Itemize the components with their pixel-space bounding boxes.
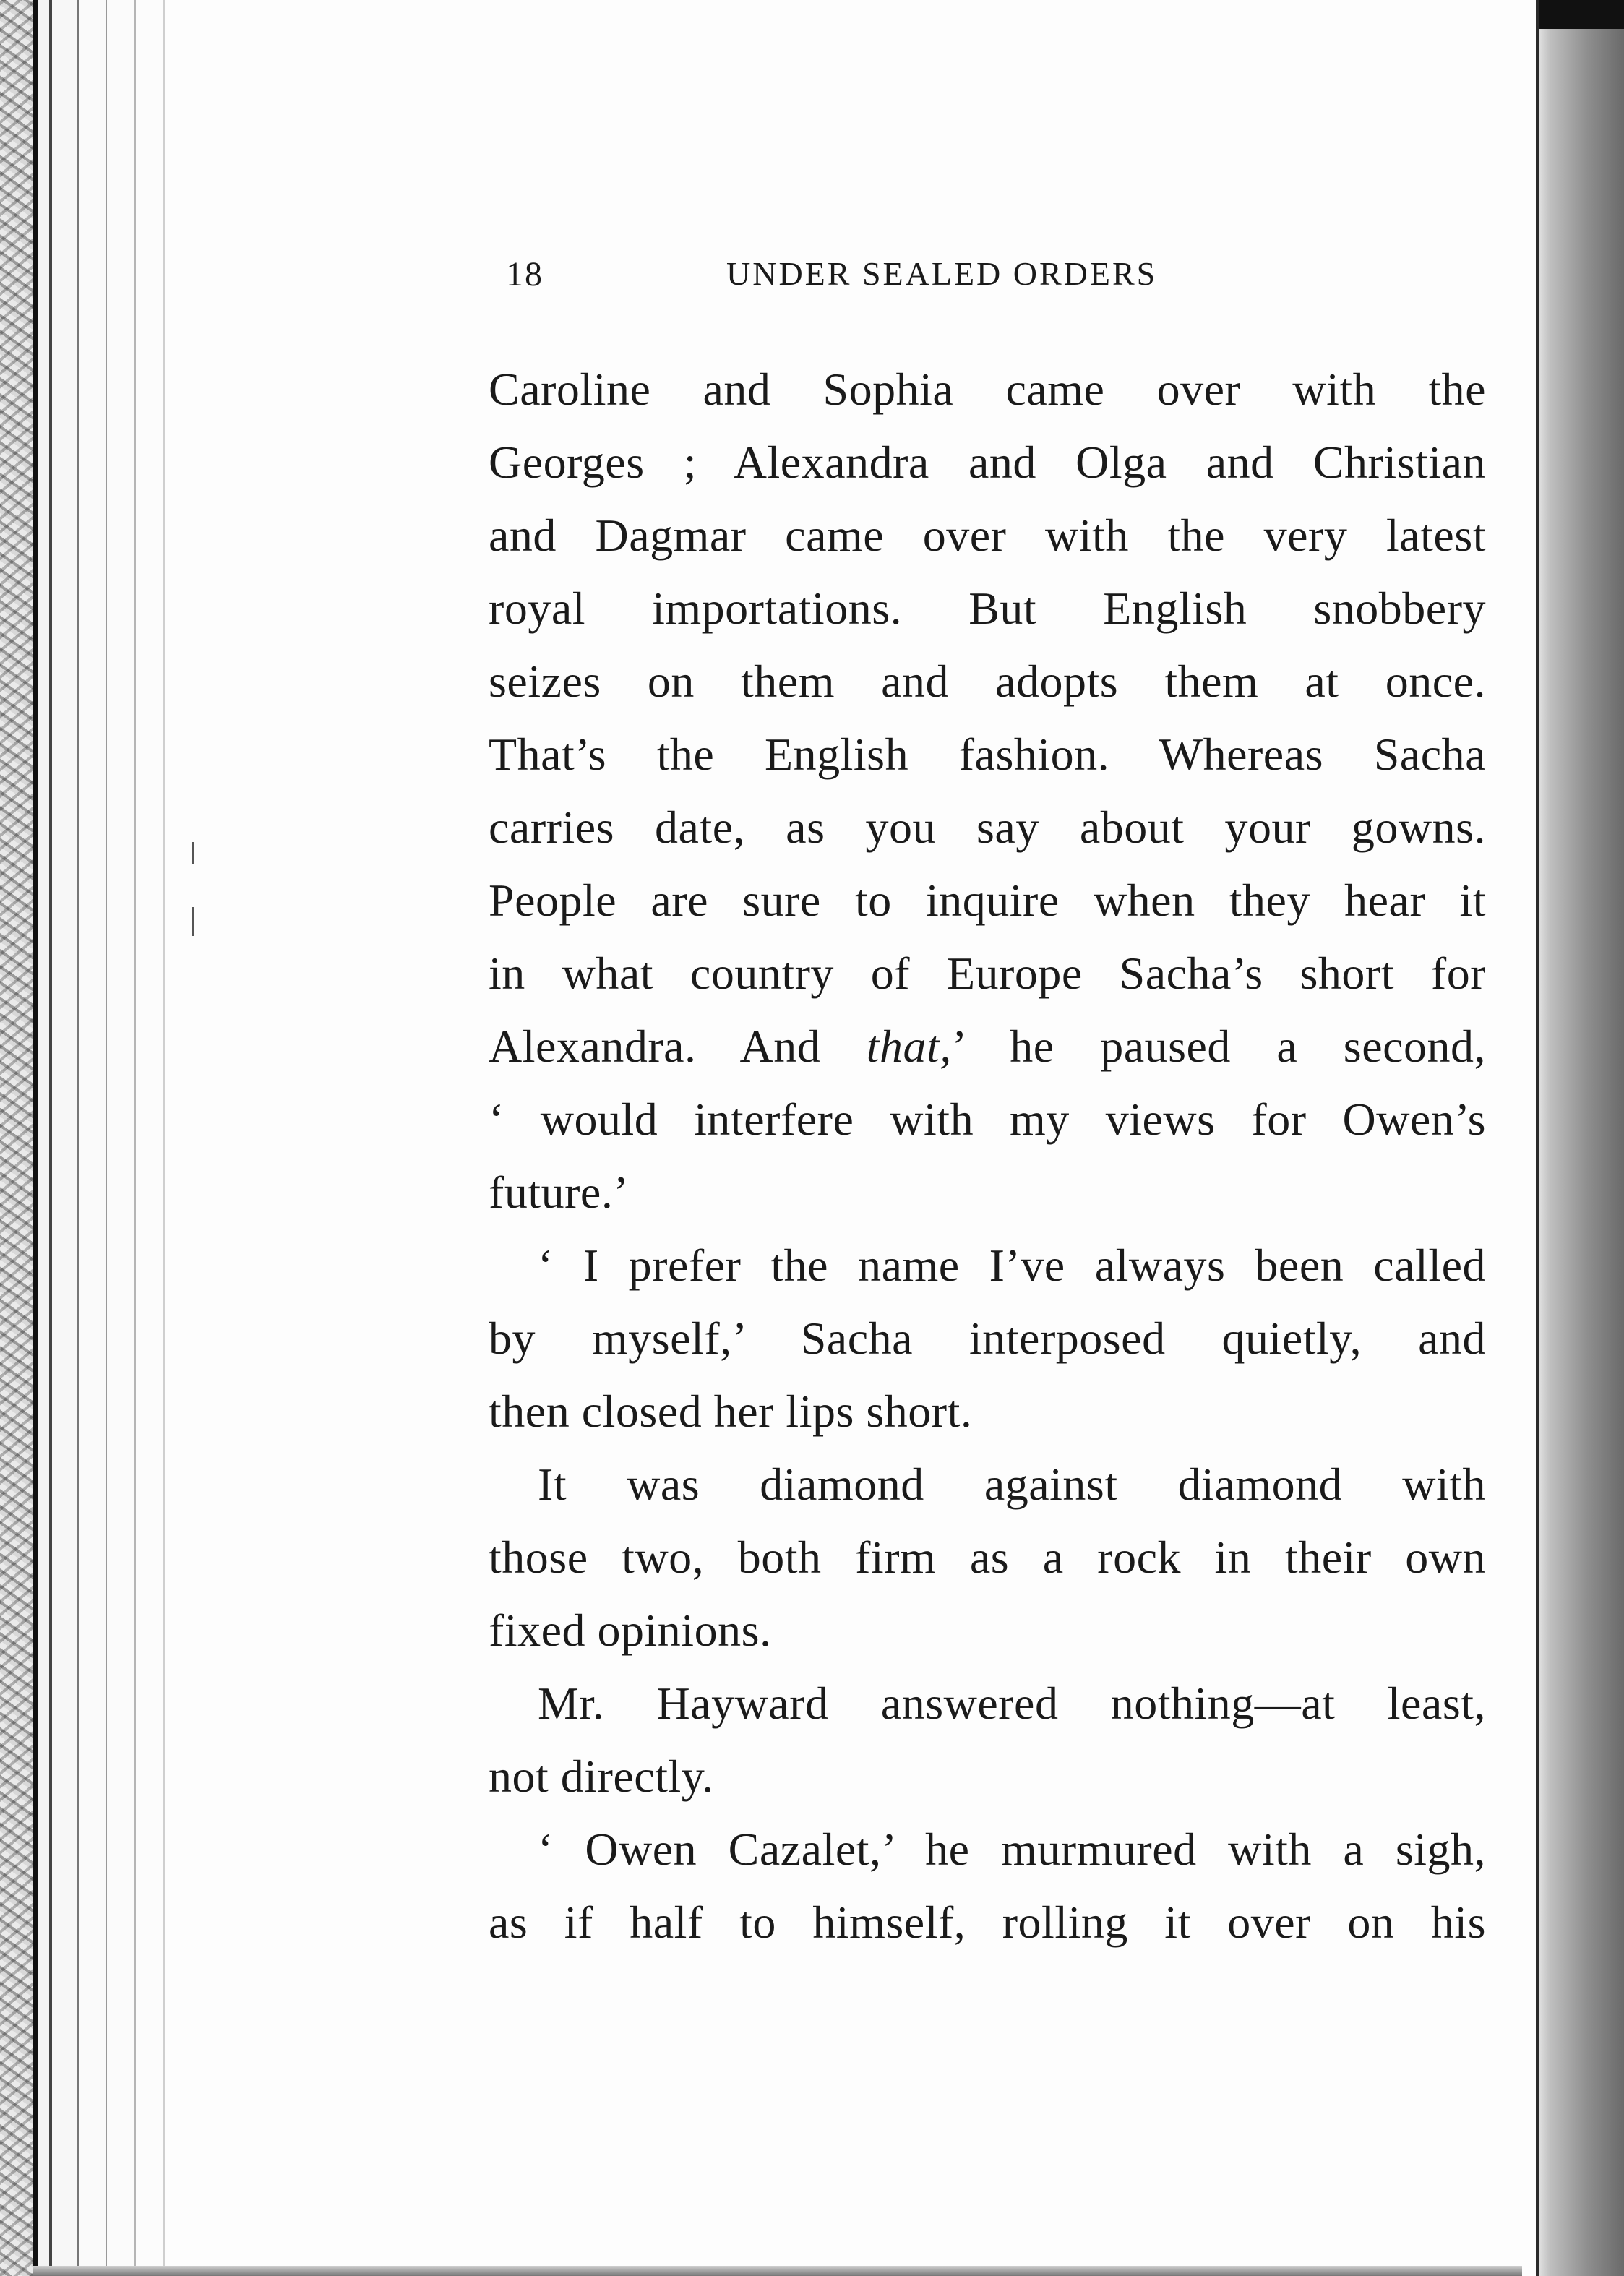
text-line: ‘ Owen Cazalet,’ he murmured with a sigh,	[538, 1824, 1486, 1875]
text-line: It was diamond against diamond with	[538, 1459, 1486, 1510]
text-line: fixed opinions.	[489, 1605, 772, 1656]
text-line: in what country of Europe Sacha’s short for	[489, 948, 1486, 999]
text-line: those two, both firm as a rock in their own	[489, 1532, 1486, 1583]
page-number: 18	[506, 255, 544, 293]
body-text	[489, 353, 1486, 1959]
text-run: ’ he paused a second,	[951, 1021, 1486, 1072]
text-line: People are sure to inquire when they hear it	[489, 875, 1486, 926]
text-line: future.’	[489, 1167, 630, 1218]
text-line: seizes on them and adopts them at once.	[489, 656, 1486, 707]
text-line: then closed her lips short.	[489, 1386, 973, 1437]
text-line	[489, 1010, 1486, 1083]
text-line: and Dagmar came over with the very latest	[489, 510, 1486, 561]
text-line: by myself,’ Sacha interposed quietly, and	[489, 1313, 1486, 1364]
text-line: Georges ; Alexandra and Olga and Christian	[489, 437, 1486, 488]
text-line: royal importations. But English snobbery	[489, 583, 1486, 634]
text-line: Caroline and Sophia came over with the	[489, 364, 1486, 415]
running-title: UNDER SEALED ORDERS	[726, 255, 1158, 292]
text-line: as if half to himself, rolling it over on his	[489, 1897, 1486, 1948]
text-line: ‘ would interfere with my views for Owen’s	[489, 1094, 1486, 1145]
running-head	[506, 254, 1489, 298]
italic-word: that,	[866, 1021, 952, 1072]
text-line: ‘ I prefer the name I’ve always been called	[538, 1240, 1486, 1291]
text-run: Alexandra. And	[489, 1021, 867, 1072]
text-line: not directly.	[489, 1751, 714, 1802]
text-line: That’s the English fashion. Whereas Sacha	[489, 729, 1486, 780]
text-line: carries date, as you say about your gowns.	[489, 802, 1486, 853]
text-line: Mr. Hayward answered nothing—at least,	[538, 1678, 1486, 1729]
